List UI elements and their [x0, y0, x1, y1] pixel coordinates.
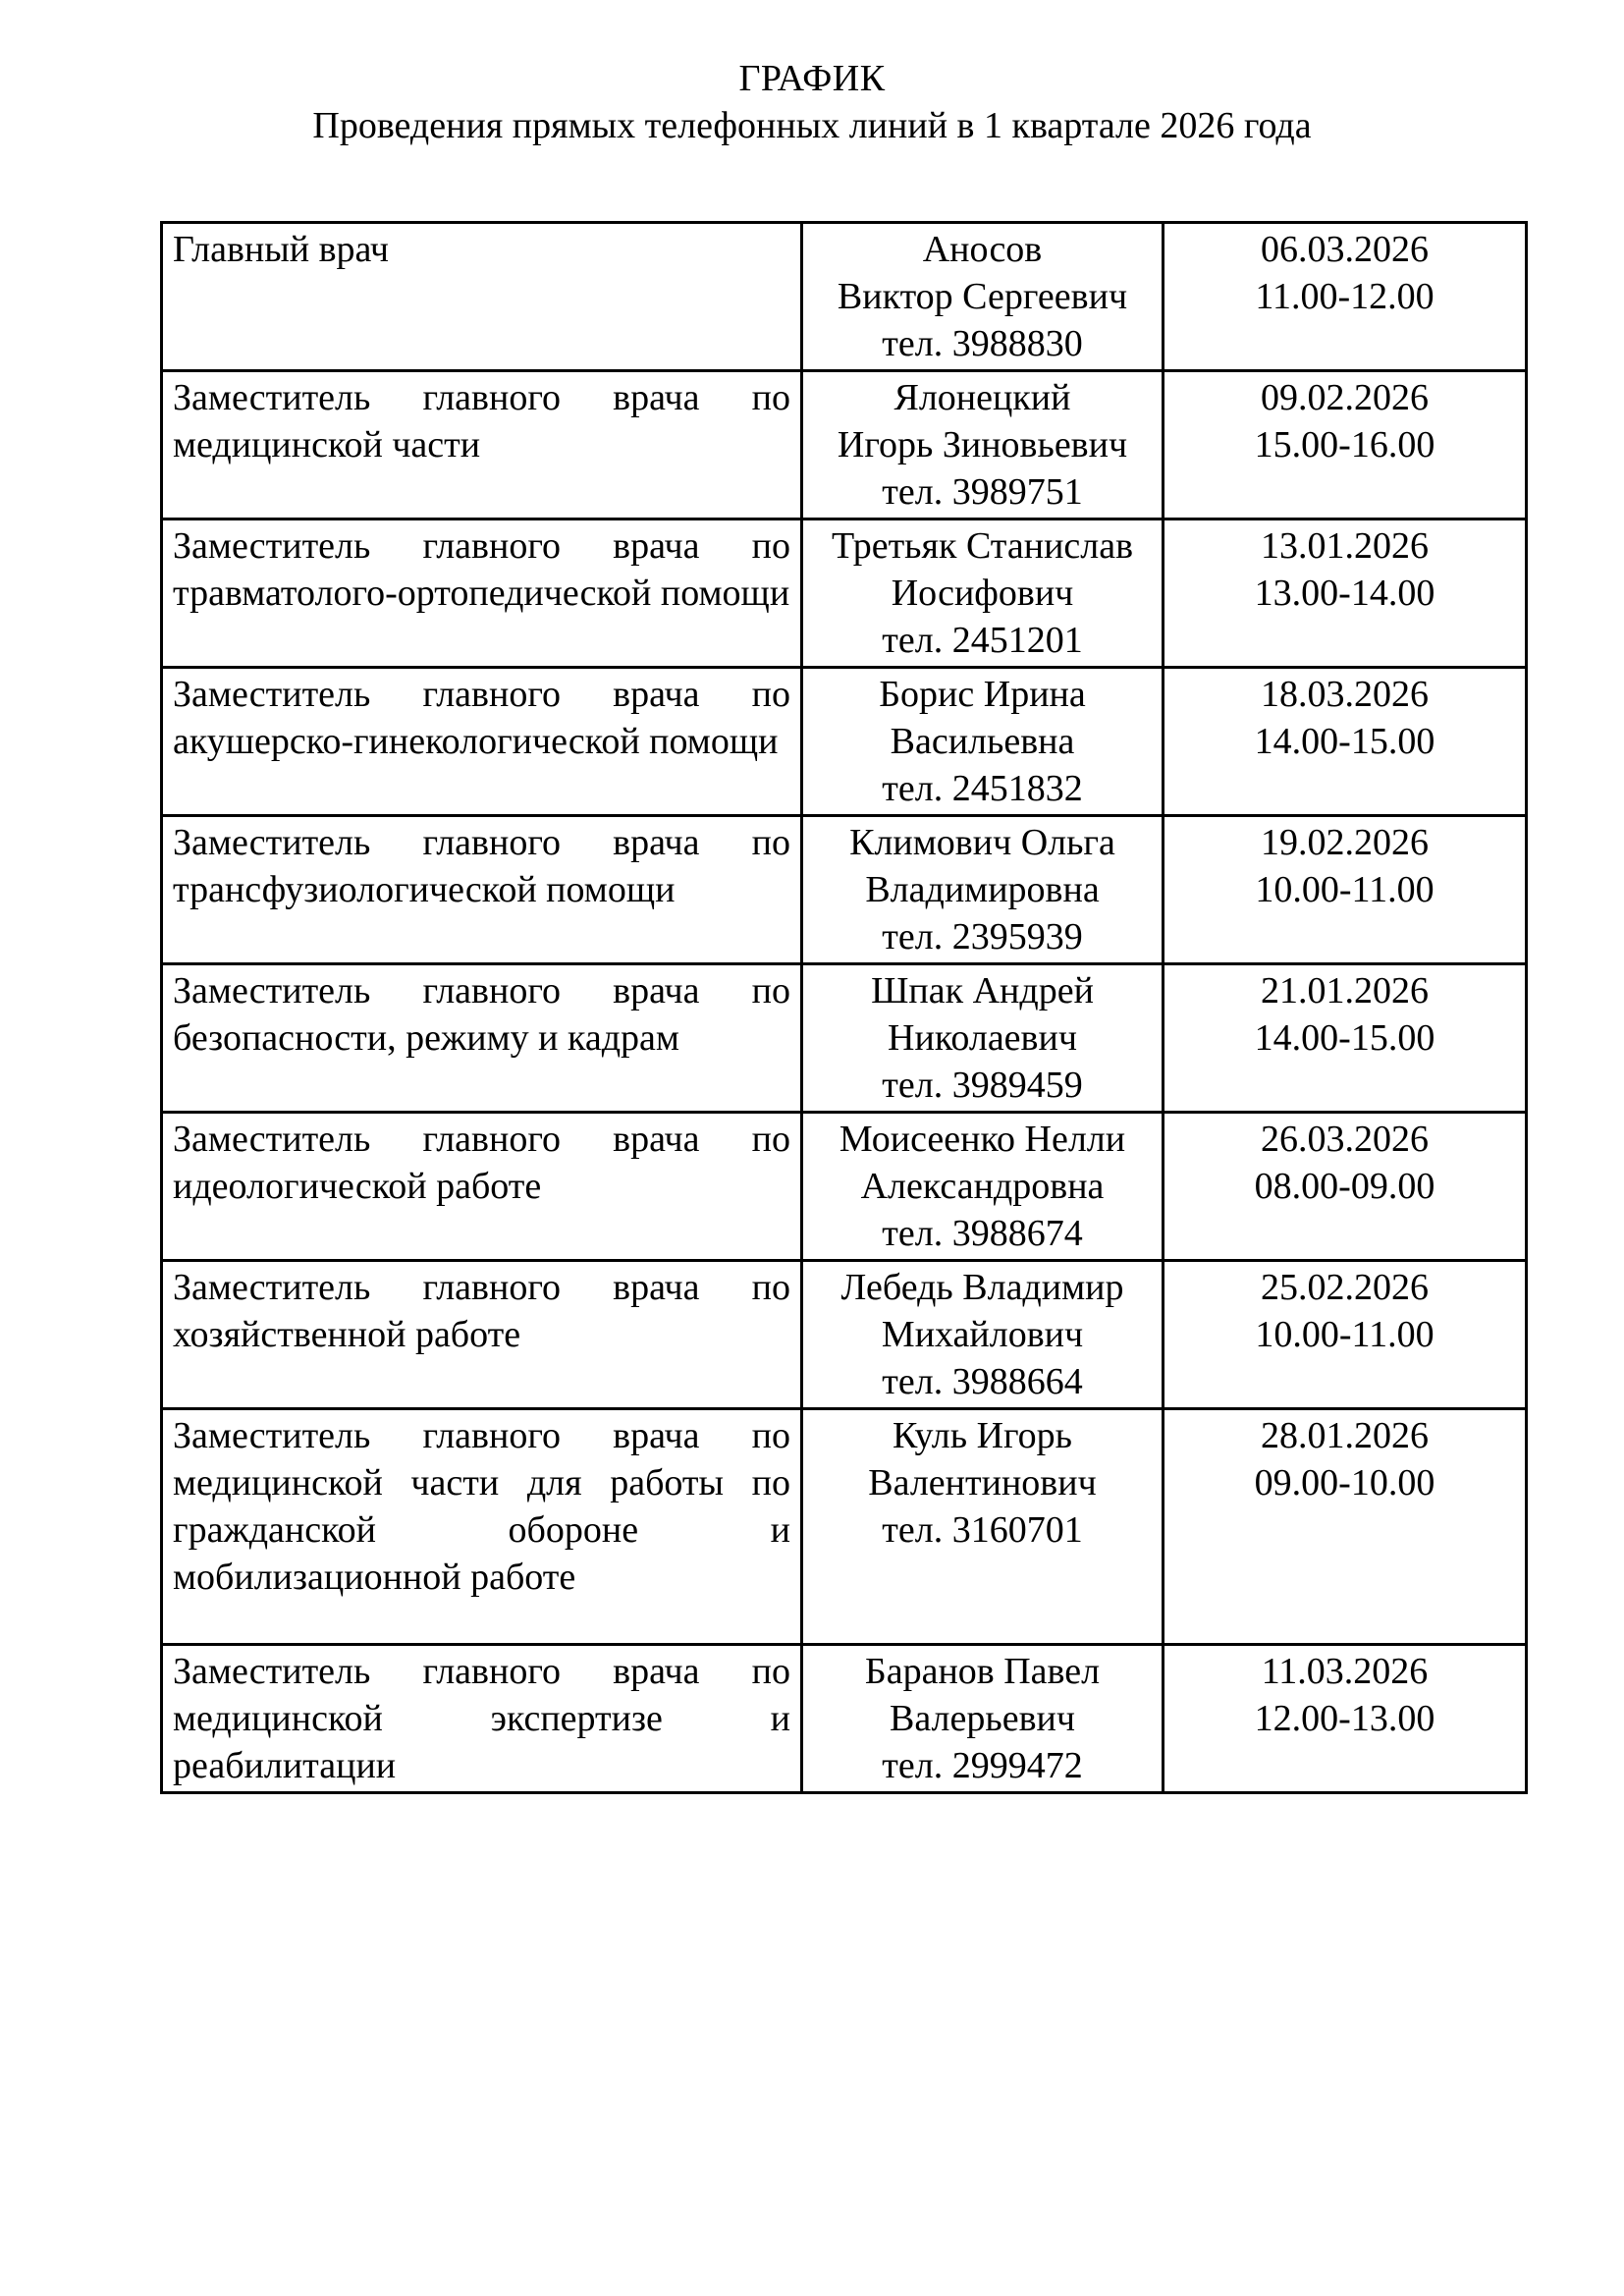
- contact-name-line: Иосифович: [891, 573, 1074, 614]
- date-text: 28.01.2026: [1261, 1415, 1429, 1456]
- contact-phone: тел. 3988674: [882, 1213, 1083, 1254]
- contact-name-line: Моисеенко Нелли: [839, 1119, 1126, 1160]
- contact-name-line: Аносов: [922, 229, 1043, 270]
- contact-cell: [802, 1645, 1164, 1793]
- contact-phone: тел. 2395939: [882, 916, 1083, 957]
- contact-phone: тел. 3988830: [882, 323, 1083, 364]
- title-block: [0, 0, 1624, 149]
- time-text: 10.00-11.00: [1255, 869, 1435, 910]
- datetime-cell: [1164, 816, 1527, 964]
- contact-name: [813, 671, 1152, 765]
- datetime-cell: [1164, 1645, 1527, 1793]
- document-title: ГРАФИК: [738, 58, 886, 99]
- contact-name-line: Владимировна: [865, 869, 1100, 910]
- table-row: [162, 1113, 1527, 1261]
- datetime-cell: [1164, 1261, 1527, 1409]
- position-cell: Заместитель главного врача по хозяйственной работе: [162, 1261, 802, 1409]
- contact-name-line: Михайлович: [881, 1314, 1084, 1355]
- contact-name: [813, 1412, 1152, 1506]
- date-text: 26.03.2026: [1261, 1119, 1429, 1160]
- table-row: [162, 223, 1527, 371]
- contact-name: [813, 1648, 1152, 1742]
- position-cell: Заместитель главного врача по травматолого-ортопедической помощи: [162, 519, 802, 668]
- contact-name-line: Шпак Андрей: [871, 970, 1094, 1011]
- datetime-cell: [1164, 223, 1527, 371]
- contact-name-line: Валерьевич: [890, 1698, 1075, 1739]
- position-cell: Заместитель главного врача по акушерско-гинекологической помощи: [162, 668, 802, 816]
- time-text: 13.00-14.00: [1254, 573, 1435, 614]
- time-text: 14.00-15.00: [1254, 1017, 1435, 1059]
- contact-name-line: Борис Ирина: [879, 674, 1086, 715]
- contact-name: [813, 374, 1152, 468]
- contact-cell: [802, 223, 1164, 371]
- position-cell: Заместитель главного врача по безопасности, режиму и кадрам: [162, 964, 802, 1113]
- position-cell: Заместитель главного врача по трансфузиологической помощи: [162, 816, 802, 964]
- document-subtitle: Проведения прямых телефонных линий в 1 квартале 2026 года: [312, 105, 1312, 146]
- time-text: 14.00-15.00: [1254, 721, 1435, 762]
- contact-phone: тел. 2451201: [882, 620, 1083, 661]
- datetime-cell: [1164, 1113, 1527, 1261]
- datetime-cell: [1164, 371, 1527, 519]
- contact-name-line: Лебедь Владимир: [840, 1267, 1124, 1308]
- contact-name: [813, 819, 1152, 913]
- contact-name-line: Николаевич: [888, 1017, 1077, 1059]
- datetime-cell: [1164, 1409, 1527, 1645]
- position-cell: Заместитель главного врача по медицинской части: [162, 371, 802, 519]
- contact-name-line: Игорь Зиновьевич: [837, 424, 1128, 465]
- time-text: 12.00-13.00: [1254, 1698, 1435, 1739]
- contact-name-line: Виктор Сергеевич: [837, 276, 1128, 317]
- time-text: 08.00-09.00: [1254, 1166, 1435, 1207]
- contact-cell: [802, 371, 1164, 519]
- table-row: [162, 964, 1527, 1113]
- contact-name-line: Александровна: [860, 1166, 1105, 1207]
- contact-cell: [802, 668, 1164, 816]
- date-text: 21.01.2026: [1261, 970, 1429, 1011]
- contact-phone: тел. 2451832: [882, 768, 1083, 809]
- contact-name-line: Ялонецкий: [893, 377, 1071, 418]
- contact-cell: [802, 964, 1164, 1113]
- contact-name: [813, 1264, 1152, 1358]
- contact-name: [813, 967, 1152, 1062]
- contact-phone: тел. 3988664: [882, 1361, 1083, 1402]
- date-text: 09.02.2026: [1261, 377, 1429, 418]
- contact-name: [813, 522, 1152, 617]
- contact-phone: тел. 3989751: [882, 471, 1083, 513]
- contact-phone: тел. 3160701: [882, 1509, 1083, 1551]
- date-text: 18.03.2026: [1261, 674, 1429, 715]
- contact-name: [813, 226, 1152, 320]
- date-text: 19.02.2026: [1261, 822, 1429, 863]
- contact-cell: [802, 816, 1164, 964]
- table-row: [162, 519, 1527, 668]
- contact-name-line: Баранов Павел: [864, 1651, 1101, 1692]
- date-text: 11.03.2026: [1261, 1651, 1429, 1692]
- table-row: [162, 371, 1527, 519]
- contact-name: [813, 1116, 1152, 1210]
- table-row: [162, 1645, 1527, 1793]
- position-cell: Главный врач: [162, 223, 802, 371]
- position-cell: Заместитель главного врача по идеологической работе: [162, 1113, 802, 1261]
- date-text: 13.01.2026: [1261, 525, 1429, 567]
- contact-name-line: Третьяк Станислав: [831, 525, 1134, 567]
- schedule-table: [160, 221, 1528, 1794]
- table-row: [162, 1261, 1527, 1409]
- table-row: [162, 816, 1527, 964]
- contact-name-line: Куль Игорь: [892, 1415, 1073, 1456]
- contact-phone: тел. 3989459: [882, 1065, 1083, 1106]
- datetime-cell: [1164, 964, 1527, 1113]
- contact-cell: [802, 1113, 1164, 1261]
- schedule-table-body: [162, 223, 1527, 1793]
- time-text: 10.00-11.00: [1255, 1314, 1435, 1355]
- time-text: 15.00-16.00: [1254, 424, 1435, 465]
- time-text: 11.00-12.00: [1255, 276, 1435, 317]
- contact-cell: [802, 1409, 1164, 1645]
- position-cell: Заместитель главного врача по медицинской части для работы по гражданской обороне и мобилизационной работе: [162, 1409, 802, 1645]
- contact-name-line: Васильевна: [890, 721, 1075, 762]
- contact-name-line: Валентинович: [868, 1462, 1097, 1503]
- date-text: 06.03.2026: [1261, 229, 1429, 270]
- contact-cell: [802, 1261, 1164, 1409]
- contact-name-line: Климович Ольга: [849, 822, 1115, 863]
- date-text: 25.02.2026: [1261, 1267, 1429, 1308]
- datetime-cell: [1164, 668, 1527, 816]
- table-row: [162, 668, 1527, 816]
- time-text: 09.00-10.00: [1254, 1462, 1435, 1503]
- datetime-cell: [1164, 519, 1527, 668]
- contact-cell: [802, 519, 1164, 668]
- table-row: [162, 1409, 1527, 1645]
- contact-phone: тел. 2999472: [882, 1745, 1083, 1786]
- position-cell: Заместитель главного врача по медицинской экспертизе и реабилитации: [162, 1645, 802, 1793]
